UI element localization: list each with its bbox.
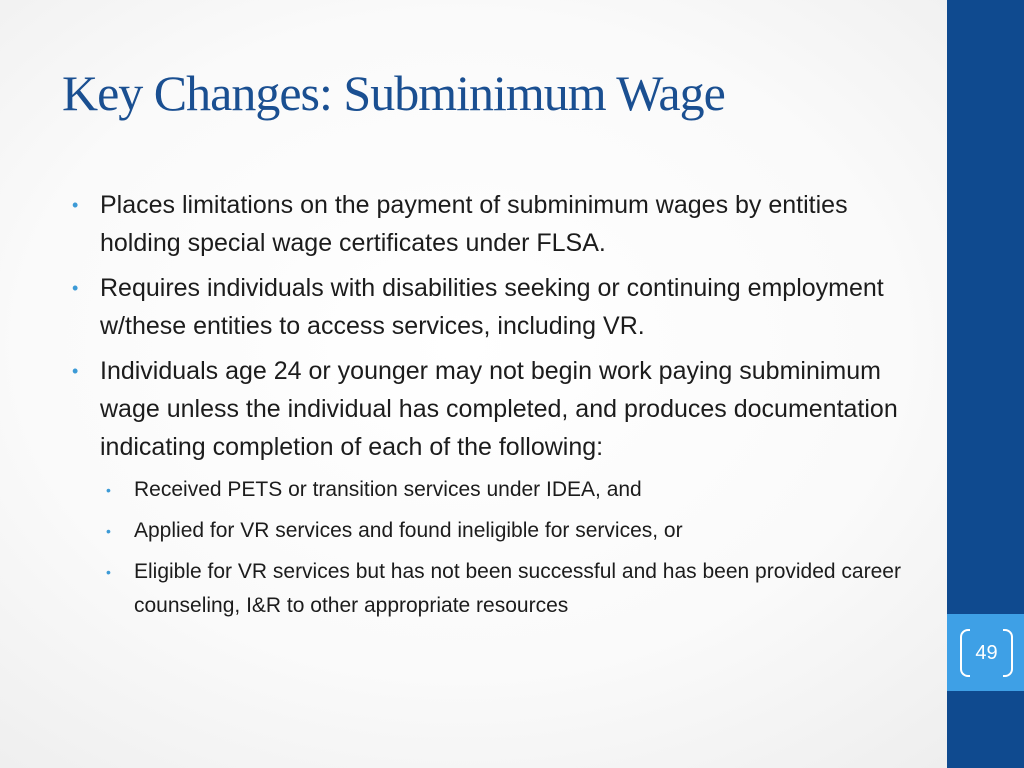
bullet-text: Requires individuals with disabilities seeking or continuing employment w/these entities to access services, including VR. xyxy=(100,274,884,340)
bullet-item xyxy=(72,269,932,345)
page-number: 49 xyxy=(975,642,998,664)
bullet-dot-icon: • xyxy=(106,482,111,498)
bullet-dot-icon: • xyxy=(72,195,79,215)
bullet-text: Individuals age 24 or younger may not begin work paying subminimum wage unless the individual has completed, and produces documentation indicating completion of each of the following: xyxy=(100,357,898,461)
bullet-dot-icon: • xyxy=(106,523,111,539)
bullet-dot-icon: • xyxy=(72,278,79,298)
sub-bullet-item xyxy=(106,514,932,548)
slide-title: Key Changes: Subminimum Wage xyxy=(62,65,725,121)
sub-bullet-item xyxy=(106,473,932,507)
bullet-list xyxy=(72,186,932,630)
bullet-item xyxy=(72,186,932,262)
bullet-dot-icon: • xyxy=(72,361,79,381)
sub-bullet-item xyxy=(106,555,932,623)
sub-bullet-text: Eligible for VR services but has not been successful and has been provided career counseling, I&R to other appropriate resources xyxy=(134,560,901,617)
bullet-dot-icon: • xyxy=(106,564,111,580)
sub-bullet-text: Applied for VR services and found ineligible for services, or xyxy=(134,519,683,542)
bullet-text: Places limitations on the payment of subminimum wages by entities holding special wage certificates under FLSA. xyxy=(100,191,848,257)
bullet-item xyxy=(72,352,932,466)
sub-bullet-text: Received PETS or transition services under IDEA, and xyxy=(134,478,642,501)
